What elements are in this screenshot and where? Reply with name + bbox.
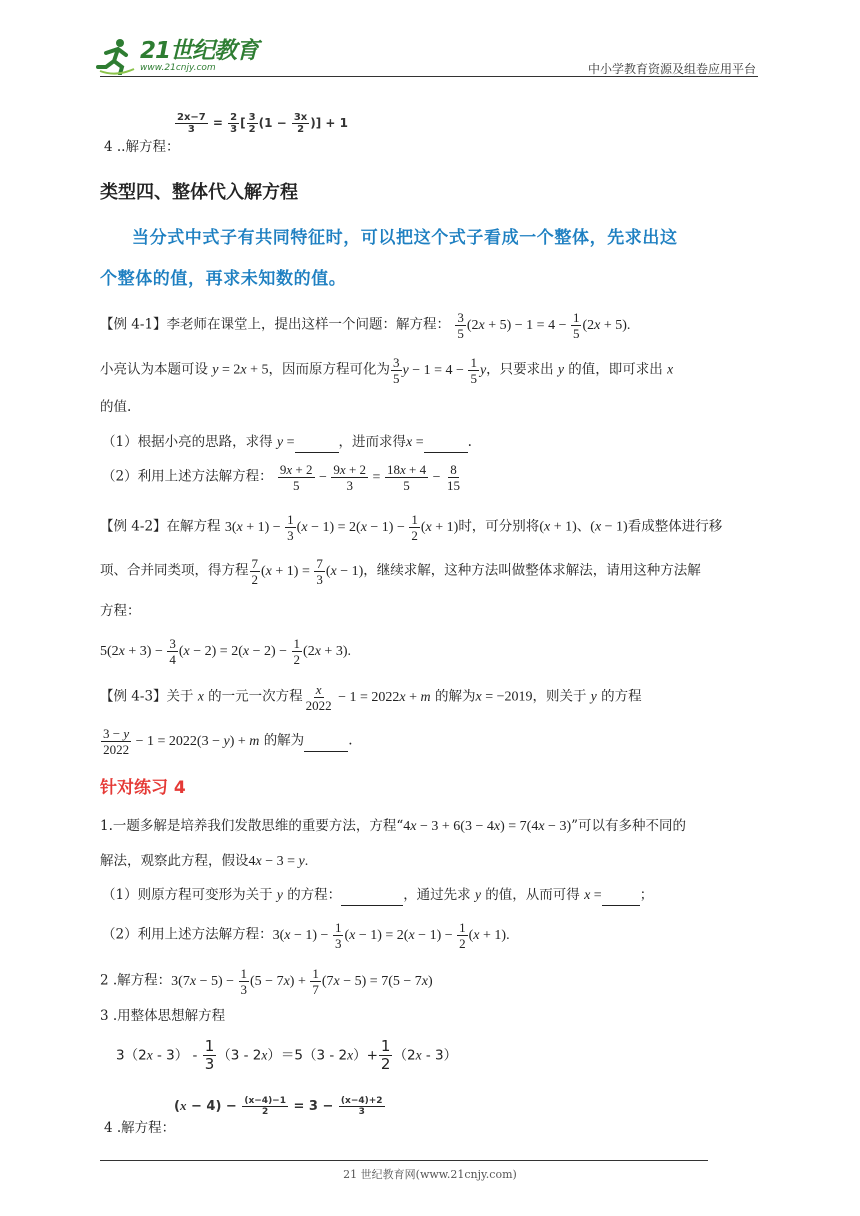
- ex42-line2: 项、合并同类项，得方程 $\frac{7}{2}$ (x + 1) = $\frac{7}{3}$ (x − 1)，继续求解，这种方法叫做整体求解法，请用这种方法解: [100, 556, 701, 587]
- ex41-equation: $\frac{3}{5}$ (2x + 5) − 1 = 4 − $\frac{1}{5}$ (2x + 5).: [457, 310, 631, 341]
- ex42-tag: 【例 4-2】: [100, 518, 167, 535]
- ex43-line2: $\frac{3 - y}{2022}$ − 1 = 2022(3 − y) + m 的解为 .: [103, 726, 353, 757]
- ex41-q1: （1）根据小亮的思路，求得 y = ，进而求得x = .: [102, 432, 472, 453]
- p4-label: 4 .解方程：: [104, 1120, 176, 1136]
- footer-text[interactable]: 21 世纪教育网(www.21cnjy.com): [343, 1168, 517, 1181]
- top-problem-equation: $\frac{2x-7}{3}$ = $\frac{2}{3}$ [ $\frac{3}{2}$ (1 − $\frac{3x}{2}$ )] + 1: [177, 112, 348, 135]
- ex41-text2b: ，因而原方程可化为: [268, 361, 391, 378]
- p3-equation: 3（2x - 3） - $\frac{1}{3}$ （3 - 2x）＝5（3 - 2x）+ $\frac{1}{2}$ （2x - 3）: [116, 1037, 458, 1073]
- ex41-text1: 李老师在课堂上，提出这样一个问题：解方程：: [166, 316, 451, 333]
- ex43-text1d: ，则关于: [532, 688, 587, 705]
- p1-line1: 1.一题多解是培养我们发散思维的重要方法，方程“4x − 3 + 6(3 − 4x) = 7(4x − 3)”可以有多种不同的: [100, 818, 687, 834]
- runner-logo-icon: [96, 37, 136, 75]
- ex42-equation: 5(2x + 3) − $\frac{3}{4}$ (x − 2) = 2(x − 2) − $\frac{1}{2}$ (2x + 3).: [100, 636, 351, 667]
- ex41-q2-text: （2）利用上述方法解方程：: [102, 468, 273, 485]
- p4-equation: (x − 4) − $\frac{(x-4)-1}{2}$ = 3 − $\frac{(x-4)+2}{3}$: [174, 1096, 383, 1117]
- top-problem-label: 4 ..解方程：: [104, 139, 180, 155]
- answer-blank-p1-x[interactable]: [602, 885, 640, 906]
- p2-label: 2 .解方程：: [100, 972, 172, 989]
- ex42-text2b: ，继续求解，这种方法叫做整体求解法，请用这种方法解: [363, 562, 701, 579]
- answer-blank-ex43[interactable]: [304, 731, 348, 752]
- p1-q1: （1）则原方程可变形为关于 y 的方程： ，通过先求 y 的值，从而可得 x = ；: [102, 885, 653, 906]
- ex41-text2d: 的值，即可求出: [568, 361, 663, 378]
- p1-text1b: ”可以有多种不同的: [571, 818, 687, 834]
- ex41-text2a: 小亮认为本题可设: [100, 361, 208, 378]
- p1-q2: （2）利用上述方法解方程：3(x − 1) − $\frac{1}{3}$ (x − 1) = 2(x − 1) − $\frac{1}{2}$ (x + 1).: [102, 920, 510, 951]
- tip-line-2: 个整体的值，再求未知数的值。: [100, 269, 347, 289]
- logo-title: 21世纪教育: [140, 37, 259, 64]
- answer-blank-x[interactable]: [424, 432, 468, 453]
- ex41-q2-equation: $\frac{9x + 2}{5}$ − $\frac{9x + 2}{3}$ = $\frac{18x + 4}{5}$ − $\frac{8}{15}$: [279, 462, 460, 493]
- p1-line2: 解法，观察此方程，假设4x − 3 = y.: [100, 853, 309, 869]
- ex43-tag: 【例 4-3】: [100, 688, 167, 705]
- answer-blank-y[interactable]: [295, 432, 339, 453]
- ex41-line3: 的值.: [100, 399, 132, 415]
- header-divider: [100, 76, 758, 77]
- p3-label: 3 .用整体思想解方程: [100, 1008, 226, 1024]
- site-logo: [96, 36, 258, 76]
- section-title: 类型四、整体代入解方程: [100, 182, 298, 203]
- p1-text1a: 1.一题多解是培养我们发散思维的重要方法，方程“: [100, 818, 404, 834]
- ex43-text1c: 的解为: [434, 688, 476, 705]
- ex41-q2: [102, 462, 463, 493]
- p2-line: 2 .解方程：3(7x − 5) − $\frac{1}{3}$ (5 − 7x) + $\frac{1}{7}$ (7x − 5) = 7(5 − 7x): [100, 966, 433, 997]
- ex43-text1b: 的一元一次方程: [208, 688, 303, 705]
- p1-q1b: 的方程：: [287, 887, 342, 903]
- ex42-text2a: 项、合并同类项，得方程: [100, 562, 249, 579]
- ex43-line1: 【例 4-3】关于 x 的一元一次方程 $\frac{x}{2022}$ − 1 = 2022x + m 的解为x = −2019，则关于 y 的方程: [100, 682, 642, 713]
- ex43-text1a: 关于: [166, 688, 194, 705]
- ex42-line1: 【例 4-2】在解方程 3(x + 1) − $\frac{1}{3}$ (x − 1) = 2(x − 1) − $\frac{1}{2}$ (x + 1)时，可分别将(x + 1)、(x − 1)看成整体进行移: [100, 512, 723, 543]
- ex41-line1: [100, 310, 630, 341]
- ex42-text1a: 在解方程: [166, 518, 221, 535]
- logo-url: www.21cnjy.com: [140, 62, 216, 73]
- footer-divider: [100, 1160, 708, 1161]
- platform-name: 中小学教育资源及组卷应用平台: [587, 62, 756, 76]
- answer-blank-p1-eq[interactable]: [341, 885, 403, 906]
- p1-q2-text: （2）利用上述方法解方程：: [102, 926, 273, 943]
- ex42-text1c: 、: [576, 518, 591, 535]
- ex42-line3: 方程：: [100, 603, 141, 619]
- ex42-text1d: 看成整体进行移: [627, 518, 723, 535]
- p1-q1c: ，通过先求: [403, 887, 471, 903]
- p1-q1a: （1）则原方程可变形为关于: [102, 887, 273, 903]
- ex41-text2c: ，只要求出: [486, 361, 554, 378]
- ex42-text1b: 时，可分别将: [458, 518, 540, 535]
- tip-line-1: 当分式中式子有共同特征时，可以把这个式子看成一个整体，先求出这: [132, 228, 678, 248]
- ex41-tag: 【例 4-1】: [100, 316, 167, 333]
- p1-q1d: 的值，从而可得: [485, 887, 580, 903]
- ex41-q1a: （1）根据小亮的思路，求得: [102, 434, 273, 450]
- p1-text2: 解法，观察此方程，假设: [100, 853, 249, 869]
- ex41-line2: 小亮认为本题可设 y = 2x + 5，因而原方程可化为 $\frac{3}{5}$ y − 1 = 4 − $\frac{1}{5}$ y，只要求出 y 的值，即可求出 x: [100, 355, 674, 386]
- ex43-text2: 的解为: [263, 732, 305, 749]
- ex41-q1b: ，进而求得: [338, 434, 407, 450]
- practice-title: 针对练习 4: [100, 778, 186, 798]
- ex43-text1e: 的方程: [601, 688, 642, 705]
